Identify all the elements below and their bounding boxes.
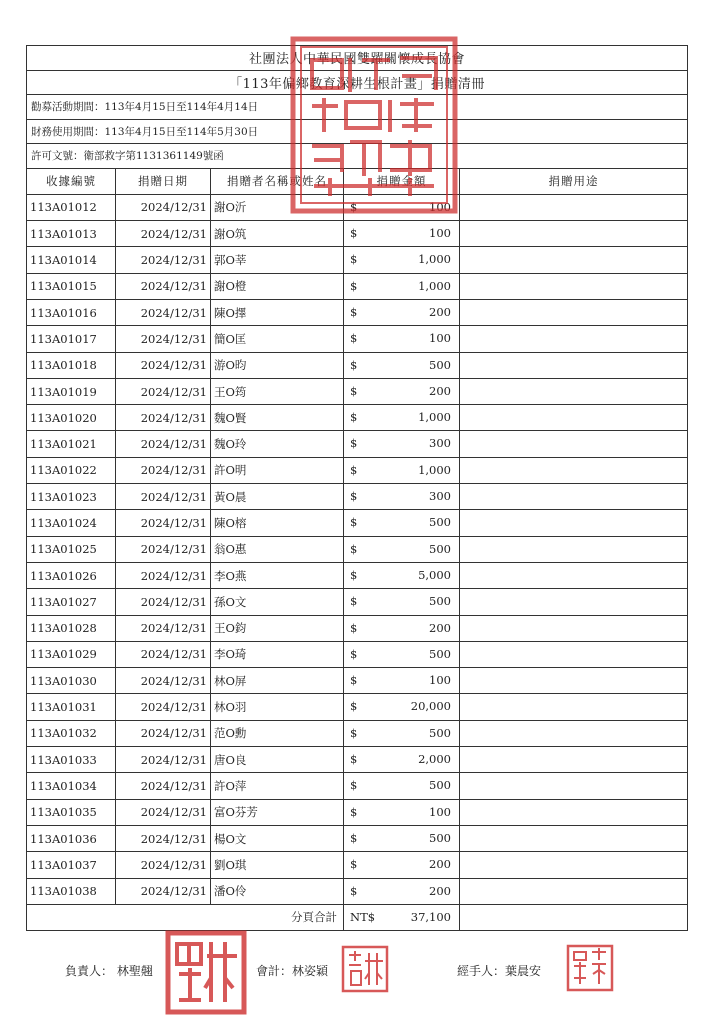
donation-purpose [460, 747, 688, 773]
info-blank [460, 144, 688, 169]
currency-symbol: $ [350, 489, 358, 504]
receipt-number: 113A01018 [27, 352, 116, 378]
table-row [27, 878, 688, 904]
table-row [27, 405, 688, 431]
table-row [27, 825, 688, 851]
donation-date: 2024/12/31 [116, 773, 211, 799]
receipt-number: 113A01034 [27, 773, 116, 799]
donation-amount-cell [344, 589, 460, 615]
receipt-number: 113A01025 [27, 536, 116, 562]
receipt-number: 113A01023 [27, 484, 116, 510]
donor-name: 謝O筑 [211, 221, 344, 247]
donation-amount: 100 [429, 226, 451, 241]
donation-amount-cell [344, 536, 460, 562]
receipt-number: 113A01016 [27, 299, 116, 325]
donor-name: 王O筠 [211, 378, 344, 404]
donor-name: 陳O擇 [211, 299, 344, 325]
currency-symbol: $ [350, 725, 358, 740]
col-header-receipt: 收據編號 [27, 168, 116, 194]
currency-symbol: $ [350, 804, 358, 819]
donation-amount-cell [344, 299, 460, 325]
table-row [27, 852, 688, 878]
donation-purpose [460, 852, 688, 878]
donation-purpose [460, 510, 688, 536]
donation-amount-cell [344, 720, 460, 746]
donor-name: 王O鈞 [211, 615, 344, 641]
donation-purpose [460, 221, 688, 247]
donation-amount-cell [344, 326, 460, 352]
currency-symbol: $ [350, 594, 358, 609]
donation-purpose [460, 694, 688, 720]
subtotal-amount-cell [344, 904, 460, 930]
donation-purpose [460, 352, 688, 378]
receipt-number: 113A01020 [27, 405, 116, 431]
donation-amount: 200 [429, 304, 451, 319]
donation-date: 2024/12/31 [116, 326, 211, 352]
info-blank [460, 119, 688, 144]
table-row [27, 431, 688, 457]
donor-name: 謝O沂 [211, 194, 344, 220]
currency-symbol: $ [350, 515, 358, 530]
table-row [27, 641, 688, 667]
fundraising-period: 勸募活動期間：113年4月15日至114年4月14日 [27, 95, 460, 120]
table-row [27, 799, 688, 825]
donation-date: 2024/12/31 [116, 378, 211, 404]
table-row [27, 484, 688, 510]
donation-amount: 200 [429, 383, 451, 398]
currency-symbol: $ [350, 778, 358, 793]
donation-amount: 200 [429, 620, 451, 635]
subtotal-purpose [460, 904, 688, 930]
donation-purpose [460, 273, 688, 299]
donation-amount-cell [344, 799, 460, 825]
donation-date: 2024/12/31 [116, 825, 211, 851]
currency-symbol: $ [350, 857, 358, 872]
receipt-number: 113A01037 [27, 852, 116, 878]
donation-amount: 500 [429, 357, 451, 372]
accountant: 會計：林姿穎 [256, 964, 329, 978]
donation-amount: 300 [429, 489, 451, 504]
donation-date: 2024/12/31 [116, 536, 211, 562]
accountant-seal [341, 945, 389, 993]
donation-amount-cell [344, 510, 460, 536]
receipt-number: 113A01030 [27, 668, 116, 694]
donation-date: 2024/12/31 [116, 694, 211, 720]
receipt-number: 113A01022 [27, 457, 116, 483]
currency-symbol: $ [350, 830, 358, 845]
donation-purpose [460, 247, 688, 273]
currency-symbol: $ [350, 620, 358, 635]
donation-purpose [460, 562, 688, 588]
donation-date: 2024/12/31 [116, 615, 211, 641]
usage-period: 財務使用期間：113年4月15日至114年5月30日 [27, 119, 460, 144]
donation-amount-cell [344, 668, 460, 694]
responsible-seal [165, 930, 247, 1015]
currency-symbol: $ [350, 357, 358, 372]
table-row [27, 247, 688, 273]
donation-date: 2024/12/31 [116, 299, 211, 325]
donation-amount-cell [344, 641, 460, 667]
table-row [27, 273, 688, 299]
donation-amount-cell [344, 247, 460, 273]
donation-amount: 100 [429, 804, 451, 819]
table-row [27, 720, 688, 746]
donor-name: 劉O琪 [211, 852, 344, 878]
donation-purpose [460, 773, 688, 799]
donation-amount: 20,000 [410, 699, 451, 714]
donation-amount-cell [344, 773, 460, 799]
donation-purpose [460, 536, 688, 562]
donor-name: 富O芬芳 [211, 799, 344, 825]
table-row [27, 457, 688, 483]
handler-seal [566, 944, 614, 992]
table-row [27, 668, 688, 694]
donation-amount-cell [344, 484, 460, 510]
donation-amount-cell [344, 431, 460, 457]
subtotal-amount: 37,100 [410, 909, 451, 924]
donation-purpose [460, 431, 688, 457]
receipt-number: 113A01031 [27, 694, 116, 720]
donation-amount: 200 [429, 857, 451, 872]
donation-amount: 1,000 [418, 462, 451, 477]
donor-name: 游O昀 [211, 352, 344, 378]
receipt-number: 113A01021 [27, 431, 116, 457]
donation-date: 2024/12/31 [116, 457, 211, 483]
donation-date: 2024/12/31 [116, 852, 211, 878]
donor-name: 黃O晨 [211, 484, 344, 510]
donation-purpose [460, 589, 688, 615]
donation-purpose [460, 378, 688, 404]
receipt-number: 113A01014 [27, 247, 116, 273]
subtotal-label: 分頁合計 [27, 904, 344, 930]
donor-name: 林O羽 [211, 694, 344, 720]
donation-amount-cell [344, 221, 460, 247]
donation-purpose [460, 668, 688, 694]
receipt-number: 113A01038 [27, 878, 116, 904]
donation-amount: 1,000 [418, 278, 451, 293]
donation-amount-cell [344, 852, 460, 878]
donation-purpose [460, 194, 688, 220]
donation-date: 2024/12/31 [116, 247, 211, 273]
donation-date: 2024/12/31 [116, 431, 211, 457]
currency-symbol: $ [350, 541, 358, 556]
table-row [27, 747, 688, 773]
donor-name: 范O勳 [211, 720, 344, 746]
col-header-donor: 捐贈者名稱或姓名 [211, 168, 344, 194]
donation-amount: 300 [429, 436, 451, 451]
receipt-number: 113A01036 [27, 825, 116, 851]
donor-name: 許O萍 [211, 773, 344, 799]
donation-rows [27, 194, 688, 904]
donation-amount: 1,000 [418, 410, 451, 425]
donor-name: 翁O惠 [211, 536, 344, 562]
donation-amount-cell [344, 694, 460, 720]
donation-date: 2024/12/31 [116, 352, 211, 378]
donation-amount: 500 [429, 725, 451, 740]
donation-amount-cell [344, 747, 460, 773]
donation-purpose [460, 457, 688, 483]
handler: 經手人：葉晨安 [457, 964, 542, 978]
currency-symbol: $ [350, 226, 358, 241]
receipt-number: 113A01033 [27, 747, 116, 773]
donor-name: 李O燕 [211, 562, 344, 588]
donation-date: 2024/12/31 [116, 878, 211, 904]
donation-amount: 2,000 [418, 752, 451, 767]
donation-purpose [460, 615, 688, 641]
donation-amount: 500 [429, 646, 451, 661]
donor-name: 謝O橙 [211, 273, 344, 299]
currency-symbol: $ [350, 436, 358, 451]
donor-name: 簡O匡 [211, 326, 344, 352]
table-row [27, 694, 688, 720]
currency-symbol: $ [350, 383, 358, 398]
donation-amount-cell [344, 457, 460, 483]
receipt-number: 113A01019 [27, 378, 116, 404]
donation-date: 2024/12/31 [116, 194, 211, 220]
receipt-number: 113A01024 [27, 510, 116, 536]
currency-symbol: $ [350, 673, 358, 688]
donation-date: 2024/12/31 [116, 562, 211, 588]
table-row [27, 326, 688, 352]
responsible-person: 負責人： 林聖翹 [65, 964, 153, 978]
currency-symbol: $ [350, 331, 358, 346]
donation-amount-cell [344, 273, 460, 299]
donor-name: 潘O伶 [211, 878, 344, 904]
receipt-number: 113A01029 [27, 641, 116, 667]
info-blank [460, 95, 688, 120]
donor-name: 郭O莘 [211, 247, 344, 273]
donation-purpose [460, 484, 688, 510]
donation-amount: 200 [429, 883, 451, 898]
col-header-amount: 捐贈金額 [344, 168, 460, 194]
receipt-number: 113A01026 [27, 562, 116, 588]
donation-date: 2024/12/31 [116, 720, 211, 746]
donation-date: 2024/12/31 [116, 221, 211, 247]
donation-purpose [460, 825, 688, 851]
table-row [27, 352, 688, 378]
donor-name: 魏O玲 [211, 431, 344, 457]
donor-name: 魏O賢 [211, 405, 344, 431]
donation-date: 2024/12/31 [116, 273, 211, 299]
donation-purpose [460, 799, 688, 825]
table-row [27, 510, 688, 536]
receipt-number: 113A01013 [27, 221, 116, 247]
currency-symbol: $ [350, 199, 358, 214]
donation-purpose [460, 878, 688, 904]
donation-amount: 500 [429, 594, 451, 609]
table-row [27, 589, 688, 615]
receipt-number: 113A01035 [27, 799, 116, 825]
donation-purpose [460, 299, 688, 325]
donor-name: 唐O良 [211, 747, 344, 773]
col-header-date: 捐贈日期 [116, 168, 211, 194]
donation-date: 2024/12/31 [116, 747, 211, 773]
subtotal-currency: NT$ [350, 909, 376, 924]
donor-name: 陳O榕 [211, 510, 344, 536]
donation-amount: 500 [429, 515, 451, 530]
donation-amount: 5,000 [418, 567, 451, 582]
donation-amount-cell [344, 405, 460, 431]
register-title: 「113年偏鄉教育深耕生根計畫」捐贈清冊 [27, 70, 688, 95]
donation-amount-cell [344, 615, 460, 641]
donor-name: 楊O文 [211, 825, 344, 851]
currency-symbol: $ [350, 252, 358, 267]
donation-amount: 500 [429, 830, 451, 845]
table-row [27, 615, 688, 641]
currency-symbol: $ [350, 410, 358, 425]
col-header-purpose: 捐贈用途 [460, 168, 688, 194]
donor-name: 許O明 [211, 457, 344, 483]
table-row [27, 562, 688, 588]
donation-date: 2024/12/31 [116, 484, 211, 510]
currency-symbol: $ [350, 699, 358, 714]
donation-date: 2024/12/31 [116, 589, 211, 615]
receipt-number: 113A01012 [27, 194, 116, 220]
donor-name: 李O琦 [211, 641, 344, 667]
table-row [27, 773, 688, 799]
donation-amount: 100 [429, 673, 451, 688]
donation-date: 2024/12/31 [116, 405, 211, 431]
table-row [27, 299, 688, 325]
receipt-number: 113A01032 [27, 720, 116, 746]
receipt-number: 113A01027 [27, 589, 116, 615]
donation-amount: 100 [429, 331, 451, 346]
donation-amount: 1,000 [418, 252, 451, 267]
table-row [27, 378, 688, 404]
donation-amount: 500 [429, 778, 451, 793]
donation-amount-cell [344, 562, 460, 588]
donation-amount-cell [344, 825, 460, 851]
currency-symbol: $ [350, 567, 358, 582]
donation-date: 2024/12/31 [116, 510, 211, 536]
donation-date: 2024/12/31 [116, 641, 211, 667]
receipt-number: 113A01017 [27, 326, 116, 352]
table-row [27, 536, 688, 562]
donation-purpose [460, 641, 688, 667]
organization-seal [290, 36, 458, 214]
organization-title: 社團法人中華民國雙躍關懷成長協會 [27, 46, 688, 71]
donation-date: 2024/12/31 [116, 799, 211, 825]
currency-symbol: $ [350, 646, 358, 661]
permit-number: 許可文號：衛部救字第1131361149號函 [27, 144, 460, 169]
currency-symbol: $ [350, 883, 358, 898]
donation-purpose [460, 720, 688, 746]
currency-symbol: $ [350, 278, 358, 293]
donor-name: 孫O文 [211, 589, 344, 615]
donation-amount: 500 [429, 541, 451, 556]
donation-date: 2024/12/31 [116, 668, 211, 694]
receipt-number: 113A01028 [27, 615, 116, 641]
donation-amount-cell [344, 378, 460, 404]
donor-name: 林O屏 [211, 668, 344, 694]
currency-symbol: $ [350, 752, 358, 767]
currency-symbol: $ [350, 462, 358, 477]
donation-amount: 100 [429, 199, 451, 214]
donation-amount-cell [344, 352, 460, 378]
donation-purpose [460, 326, 688, 352]
donation-amount-cell [344, 878, 460, 904]
receipt-number: 113A01015 [27, 273, 116, 299]
currency-symbol: $ [350, 304, 358, 319]
donation-purpose [460, 405, 688, 431]
table-row [27, 221, 688, 247]
